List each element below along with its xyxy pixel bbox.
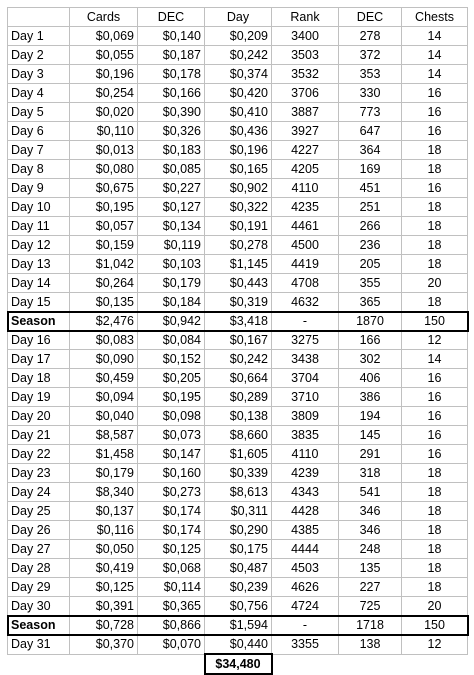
day-value: $0,487 xyxy=(205,559,272,578)
dec-count-value: 372 xyxy=(339,46,402,65)
rank-value: 4724 xyxy=(272,597,339,616)
row-label: Day 20 xyxy=(8,407,70,426)
rank-value: 4227 xyxy=(272,141,339,160)
chests-value: 16 xyxy=(402,426,468,445)
dec-count-value: 346 xyxy=(339,521,402,540)
header-cards: Cards xyxy=(70,8,138,27)
cards-value: $1,458 xyxy=(70,445,138,464)
dec-count-value: 1870 xyxy=(339,312,402,331)
cards-value: $0,013 xyxy=(70,141,138,160)
chests-value: 16 xyxy=(402,445,468,464)
day-value: $0,138 xyxy=(205,407,272,426)
row-label: Day 26 xyxy=(8,521,70,540)
row-label: Day 22 xyxy=(8,445,70,464)
dec-value: $0,866 xyxy=(138,616,205,635)
header-label xyxy=(8,8,70,27)
dec-count-value: 773 xyxy=(339,103,402,122)
chests-value: 12 xyxy=(402,635,468,655)
header-day: Day xyxy=(205,8,272,27)
day-value: $0,278 xyxy=(205,236,272,255)
row-label: Day 6 xyxy=(8,122,70,141)
table-row xyxy=(8,255,468,274)
day-value: $0,756 xyxy=(205,597,272,616)
dec-value: $0,195 xyxy=(138,388,205,407)
rank-value: 3706 xyxy=(272,84,339,103)
rank-value: 4110 xyxy=(272,445,339,464)
day-value: $0,242 xyxy=(205,46,272,65)
dec-value: $0,179 xyxy=(138,274,205,293)
cards-value: $0,179 xyxy=(70,464,138,483)
day-value: $0,443 xyxy=(205,274,272,293)
day-value: $0,290 xyxy=(205,521,272,540)
rank-value: 3927 xyxy=(272,122,339,141)
table-row xyxy=(8,27,468,46)
dec-count-value: 138 xyxy=(339,635,402,655)
dec-value: $0,166 xyxy=(138,84,205,103)
cards-value: $0,090 xyxy=(70,350,138,369)
row-label: Season xyxy=(8,616,70,635)
day-value: $0,322 xyxy=(205,198,272,217)
cards-value: $8,340 xyxy=(70,483,138,502)
dec-value: $0,134 xyxy=(138,217,205,236)
rank-value: - xyxy=(272,616,339,635)
row-label: Day 16 xyxy=(8,331,70,350)
header-rank: Rank xyxy=(272,8,339,27)
table-row xyxy=(8,122,468,141)
day-value: $0,289 xyxy=(205,388,272,407)
table-row xyxy=(8,445,468,464)
chests-value: 14 xyxy=(402,27,468,46)
dec-count-value: 227 xyxy=(339,578,402,597)
cards-value: $0,195 xyxy=(70,198,138,217)
dec-count-value: 194 xyxy=(339,407,402,426)
dec-value: $0,068 xyxy=(138,559,205,578)
table-row xyxy=(8,559,468,578)
day-value: $0,242 xyxy=(205,350,272,369)
row-label: Day 25 xyxy=(8,502,70,521)
dec-count-value: 266 xyxy=(339,217,402,236)
row-label: Day 4 xyxy=(8,84,70,103)
cards-value: $1,042 xyxy=(70,255,138,274)
day-value: $1,145 xyxy=(205,255,272,274)
table-row xyxy=(8,160,468,179)
chests-value: 18 xyxy=(402,540,468,559)
dec-value: $0,125 xyxy=(138,540,205,559)
dec-value: $0,085 xyxy=(138,160,205,179)
dec-count-value: 330 xyxy=(339,84,402,103)
dec-count-value: 302 xyxy=(339,350,402,369)
rank-value: 4626 xyxy=(272,578,339,597)
day-value: $0,165 xyxy=(205,160,272,179)
dec-count-value: 725 xyxy=(339,597,402,616)
cards-value: $2,476 xyxy=(70,312,138,331)
cards-value: $0,116 xyxy=(70,521,138,540)
dec-count-value: 205 xyxy=(339,255,402,274)
chests-value: 14 xyxy=(402,46,468,65)
row-label: Day 31 xyxy=(8,635,70,655)
rank-value: 4235 xyxy=(272,198,339,217)
dec-value: $0,205 xyxy=(138,369,205,388)
day-value: $1,594 xyxy=(205,616,272,635)
cards-value: $0,135 xyxy=(70,293,138,312)
earnings-table xyxy=(7,7,468,675)
row-label: Day 28 xyxy=(8,559,70,578)
day-value: $1,605 xyxy=(205,445,272,464)
chests-value: 18 xyxy=(402,198,468,217)
dec-value: $0,178 xyxy=(138,65,205,84)
row-label: Day 8 xyxy=(8,160,70,179)
dec-count-value: 346 xyxy=(339,502,402,521)
day-value: $0,191 xyxy=(205,217,272,236)
chests-value: 16 xyxy=(402,103,468,122)
chests-value: 18 xyxy=(402,255,468,274)
day-value: $0,410 xyxy=(205,103,272,122)
rank-value: 4110 xyxy=(272,179,339,198)
day-value: $0,311 xyxy=(205,502,272,521)
dec-value: $0,184 xyxy=(138,293,205,312)
table-row xyxy=(8,65,468,84)
table-row xyxy=(8,84,468,103)
dec-value: $0,273 xyxy=(138,483,205,502)
row-label: Day 30 xyxy=(8,597,70,616)
grand-total: $34,480 xyxy=(205,654,272,674)
cards-value: $0,110 xyxy=(70,122,138,141)
chests-value: 18 xyxy=(402,141,468,160)
table-row xyxy=(8,350,468,369)
dec-count-value: 166 xyxy=(339,331,402,350)
rank-value: 4500 xyxy=(272,236,339,255)
cards-value: $0,057 xyxy=(70,217,138,236)
cards-value: $0,196 xyxy=(70,65,138,84)
dec-value: $0,326 xyxy=(138,122,205,141)
row-label: Day 1 xyxy=(8,27,70,46)
row-label: Day 18 xyxy=(8,369,70,388)
table-row xyxy=(8,635,468,655)
dec-value: $0,183 xyxy=(138,141,205,160)
dec-count-value: 278 xyxy=(339,27,402,46)
cards-value: $0,040 xyxy=(70,407,138,426)
header-dec-count: DEC xyxy=(339,8,402,27)
header-row xyxy=(8,8,468,27)
rank-value: 3355 xyxy=(272,635,339,655)
dec-count-value: 647 xyxy=(339,122,402,141)
chests-value: 16 xyxy=(402,122,468,141)
table-row xyxy=(8,369,468,388)
table-row xyxy=(8,217,468,236)
day-value: $0,339 xyxy=(205,464,272,483)
cards-value: $0,050 xyxy=(70,540,138,559)
chests-value: 18 xyxy=(402,502,468,521)
row-label: Season xyxy=(8,312,70,331)
dec-count-value: 169 xyxy=(339,160,402,179)
dec-count-value: 291 xyxy=(339,445,402,464)
dec-value: $0,160 xyxy=(138,464,205,483)
dec-value: $0,114 xyxy=(138,578,205,597)
rank-value: 4708 xyxy=(272,274,339,293)
rank-value: 3809 xyxy=(272,407,339,426)
dec-value: $0,119 xyxy=(138,236,205,255)
cards-value: $0,069 xyxy=(70,27,138,46)
row-label: Day 5 xyxy=(8,103,70,122)
rank-value: 3835 xyxy=(272,426,339,445)
row-label: Day 17 xyxy=(8,350,70,369)
total-row xyxy=(8,654,468,674)
dec-count-value: 145 xyxy=(339,426,402,445)
dec-count-value: 318 xyxy=(339,464,402,483)
rank-value: 4444 xyxy=(272,540,339,559)
rank-value: 4205 xyxy=(272,160,339,179)
chests-value: 16 xyxy=(402,388,468,407)
cards-value: $0,159 xyxy=(70,236,138,255)
table-row xyxy=(8,274,468,293)
day-value: $3,418 xyxy=(205,312,272,331)
rank-value: 3710 xyxy=(272,388,339,407)
rank-value: 4503 xyxy=(272,559,339,578)
dec-value: $0,127 xyxy=(138,198,205,217)
cards-value: $0,459 xyxy=(70,369,138,388)
chests-value: 18 xyxy=(402,559,468,578)
chests-value: 20 xyxy=(402,597,468,616)
day-value: $0,374 xyxy=(205,65,272,84)
dec-count-value: 236 xyxy=(339,236,402,255)
chests-value: 18 xyxy=(402,578,468,597)
rank-value: 4428 xyxy=(272,502,339,521)
row-label: Day 3 xyxy=(8,65,70,84)
chests-value: 18 xyxy=(402,217,468,236)
chests-value: 18 xyxy=(402,483,468,502)
total-blank-cell xyxy=(8,654,70,674)
chests-value: 16 xyxy=(402,179,468,198)
day-value: $0,664 xyxy=(205,369,272,388)
row-label: Day 24 xyxy=(8,483,70,502)
row-label: Day 27 xyxy=(8,540,70,559)
chests-value: 16 xyxy=(402,407,468,426)
rank-value: 3704 xyxy=(272,369,339,388)
chests-value: 12 xyxy=(402,331,468,350)
rank-value: 3503 xyxy=(272,46,339,65)
rank-value: - xyxy=(272,312,339,331)
cards-value: $0,419 xyxy=(70,559,138,578)
table-row xyxy=(8,407,468,426)
dec-value: $0,365 xyxy=(138,597,205,616)
table-row xyxy=(8,236,468,255)
dec-count-value: 541 xyxy=(339,483,402,502)
table-row xyxy=(8,502,468,521)
rank-value: 4385 xyxy=(272,521,339,540)
row-label: Day 21 xyxy=(8,426,70,445)
row-label: Day 23 xyxy=(8,464,70,483)
dec-value: $0,187 xyxy=(138,46,205,65)
day-value: $0,209 xyxy=(205,27,272,46)
table-row xyxy=(8,46,468,65)
cards-value: $0,391 xyxy=(70,597,138,616)
cards-value: $0,264 xyxy=(70,274,138,293)
rank-value: 3438 xyxy=(272,350,339,369)
dec-count-value: 1718 xyxy=(339,616,402,635)
row-label: Day 7 xyxy=(8,141,70,160)
rank-value: 3887 xyxy=(272,103,339,122)
total-blank-cell xyxy=(138,654,205,674)
dec-value: $0,098 xyxy=(138,407,205,426)
dec-count-value: 364 xyxy=(339,141,402,160)
dec-count-value: 251 xyxy=(339,198,402,217)
cards-value: $0,137 xyxy=(70,502,138,521)
cards-value: $8,587 xyxy=(70,426,138,445)
dec-count-value: 135 xyxy=(339,559,402,578)
day-value: $0,175 xyxy=(205,540,272,559)
cards-value: $0,254 xyxy=(70,84,138,103)
total-blank-cell xyxy=(272,654,339,674)
chests-value: 18 xyxy=(402,464,468,483)
header-dec: DEC xyxy=(138,8,205,27)
rank-value: 3532 xyxy=(272,65,339,84)
dec-value: $0,084 xyxy=(138,331,205,350)
table-body xyxy=(8,27,468,655)
table-row xyxy=(8,388,468,407)
cards-value: $0,094 xyxy=(70,388,138,407)
total-blank-cell xyxy=(339,654,402,674)
table-row xyxy=(8,103,468,122)
chests-value: 18 xyxy=(402,521,468,540)
total-blank-cell xyxy=(70,654,138,674)
row-label: Day 19 xyxy=(8,388,70,407)
day-value: $0,319 xyxy=(205,293,272,312)
cards-value: $0,125 xyxy=(70,578,138,597)
chests-value: 16 xyxy=(402,84,468,103)
day-value: $0,440 xyxy=(205,635,272,655)
rank-value: 4419 xyxy=(272,255,339,274)
dec-value: $0,140 xyxy=(138,27,205,46)
dec-value: $0,390 xyxy=(138,103,205,122)
table-row xyxy=(8,141,468,160)
chests-value: 16 xyxy=(402,369,468,388)
rank-value: 3275 xyxy=(272,331,339,350)
table-row xyxy=(8,464,468,483)
dec-value: $0,147 xyxy=(138,445,205,464)
dec-value: $0,942 xyxy=(138,312,205,331)
dec-count-value: 365 xyxy=(339,293,402,312)
row-label: Day 9 xyxy=(8,179,70,198)
table-row xyxy=(8,540,468,559)
chests-value: 150 xyxy=(402,616,468,635)
day-value: $8,613 xyxy=(205,483,272,502)
row-label: Day 13 xyxy=(8,255,70,274)
dec-count-value: 353 xyxy=(339,65,402,84)
chests-value: 20 xyxy=(402,274,468,293)
table-row xyxy=(8,483,468,502)
row-label: Day 10 xyxy=(8,198,70,217)
cards-value: $0,055 xyxy=(70,46,138,65)
row-label: Day 14 xyxy=(8,274,70,293)
row-label: Day 2 xyxy=(8,46,70,65)
chests-value: 18 xyxy=(402,160,468,179)
cards-value: $0,020 xyxy=(70,103,138,122)
table-row xyxy=(8,179,468,198)
cards-value: $0,370 xyxy=(70,635,138,655)
chests-value: 14 xyxy=(402,350,468,369)
table-row xyxy=(8,426,468,445)
rank-value: 4632 xyxy=(272,293,339,312)
chests-value: 14 xyxy=(402,65,468,84)
dec-value: $0,103 xyxy=(138,255,205,274)
chests-value: 150 xyxy=(402,312,468,331)
season-row xyxy=(8,616,468,635)
rank-value: 3400 xyxy=(272,27,339,46)
day-value: $0,196 xyxy=(205,141,272,160)
day-value: $8,660 xyxy=(205,426,272,445)
table-row xyxy=(8,293,468,312)
cards-value: $0,083 xyxy=(70,331,138,350)
dec-count-value: 406 xyxy=(339,369,402,388)
dec-value: $0,152 xyxy=(138,350,205,369)
table-row xyxy=(8,198,468,217)
season-row xyxy=(8,312,468,331)
rank-value: 4239 xyxy=(272,464,339,483)
dec-value: $0,073 xyxy=(138,426,205,445)
rank-value: 4343 xyxy=(272,483,339,502)
dec-count-value: 248 xyxy=(339,540,402,559)
day-value: $0,436 xyxy=(205,122,272,141)
header-chests: Chests xyxy=(402,8,468,27)
dec-count-value: 386 xyxy=(339,388,402,407)
dec-value: $0,174 xyxy=(138,521,205,540)
table-row xyxy=(8,521,468,540)
dec-value: $0,227 xyxy=(138,179,205,198)
row-label: Day 12 xyxy=(8,236,70,255)
cards-value: $0,675 xyxy=(70,179,138,198)
row-label: Day 11 xyxy=(8,217,70,236)
dec-count-value: 451 xyxy=(339,179,402,198)
chests-value: 18 xyxy=(402,236,468,255)
table-row xyxy=(8,331,468,350)
row-label: Day 15 xyxy=(8,293,70,312)
day-value: $0,420 xyxy=(205,84,272,103)
day-value: $0,167 xyxy=(205,331,272,350)
table-row xyxy=(8,578,468,597)
cards-value: $0,728 xyxy=(70,616,138,635)
dec-value: $0,070 xyxy=(138,635,205,655)
day-value: $0,902 xyxy=(205,179,272,198)
row-label: Day 29 xyxy=(8,578,70,597)
total-blank-cell xyxy=(402,654,468,674)
day-value: $0,239 xyxy=(205,578,272,597)
rank-value: 4461 xyxy=(272,217,339,236)
chests-value: 18 xyxy=(402,293,468,312)
dec-count-value: 355 xyxy=(339,274,402,293)
cards-value: $0,080 xyxy=(70,160,138,179)
dec-value: $0,174 xyxy=(138,502,205,521)
